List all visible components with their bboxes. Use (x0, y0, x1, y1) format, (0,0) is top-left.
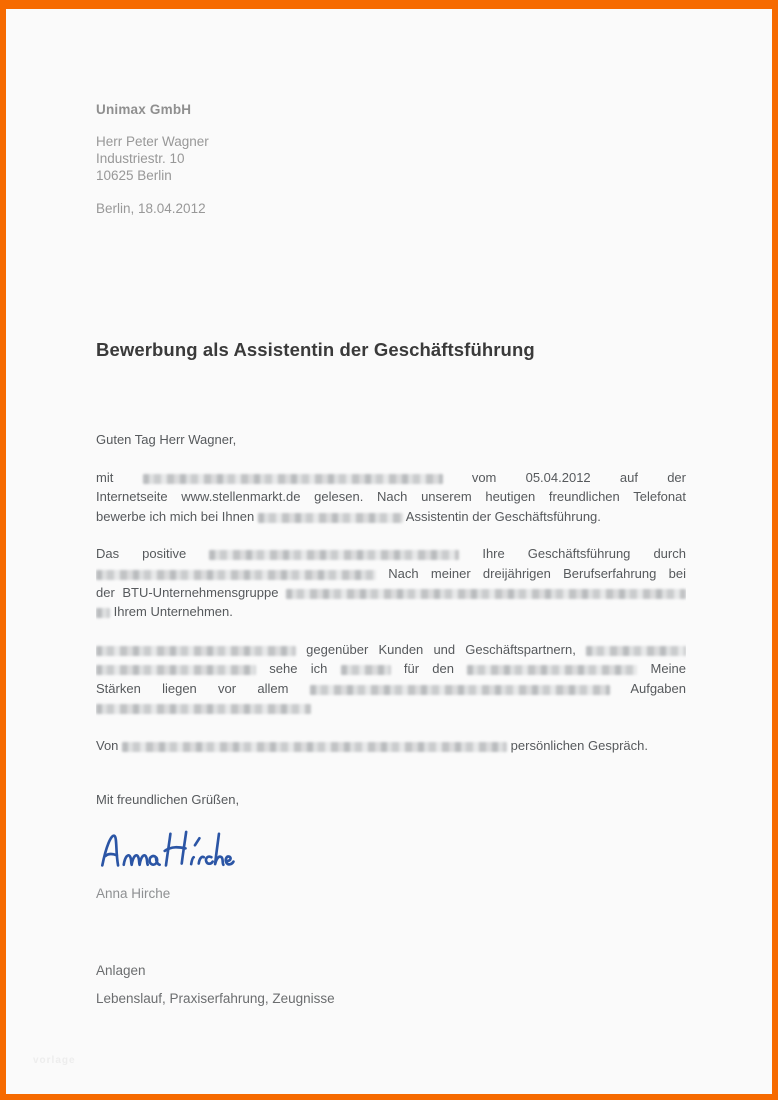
redacted-text (341, 665, 391, 675)
letter-text: vom 05.04.2012 auf der (471, 470, 686, 485)
redacted-text (96, 665, 256, 675)
signature-handwriting (96, 825, 241, 878)
company-name: Unimax GmbH (96, 102, 192, 117)
paragraph (96, 544, 686, 621)
greeting: Guten Tag Herr Wagner, (96, 432, 237, 447)
redacted-text (96, 646, 296, 656)
paragraph-line (96, 602, 686, 621)
redacted-text (467, 665, 637, 675)
letter-text: Das positive (96, 546, 187, 562)
letter-text: für den (403, 661, 454, 677)
redacted-text (96, 570, 376, 580)
letter-text: Nach meiner dreijährigen Berufserfahrung bei (388, 565, 686, 581)
paragraph-line (96, 679, 686, 698)
redacted-text (586, 646, 686, 656)
paragraph-line (96, 736, 686, 755)
paragraph-line (96, 659, 686, 678)
recipient-address (96, 133, 209, 185)
letter-text: Meine (650, 661, 686, 677)
date-line: Berlin, 18.04.2012 (96, 201, 206, 216)
paragraph (96, 640, 686, 717)
paragraph-line (96, 544, 686, 563)
redacted-text (258, 513, 403, 523)
recipient-city: 10625 Berlin (96, 168, 172, 184)
enclosures-label: Anlagen (96, 963, 146, 978)
redacted-text (96, 608, 110, 618)
letter-text: Ihrem Unternehmen. (113, 604, 233, 620)
letter-text: gegenüber Kunden und Geschäftspartnern, (306, 642, 576, 658)
redacted-text (96, 704, 311, 714)
redacted-text (286, 589, 686, 599)
letter-text: Assistentin der Geschäftsführung. (405, 508, 601, 524)
paragraph-line (96, 507, 686, 526)
letter-text: bewerbe ich mich bei Ihnen (96, 508, 255, 524)
redacted-text (122, 742, 507, 752)
letter-text: Internetseite www.stellenmarkt.de gelesen. Nach unserem heutigen freundlichen Telefonat (96, 489, 686, 505)
closing-line: Mit freundlichen Grüßen, (96, 792, 240, 807)
signature-ink-icon (96, 825, 241, 873)
subject-line: Bewerbung als Assistentin der Geschäftsführung (96, 339, 535, 360)
letter-text: mit (96, 470, 114, 485)
letter-text: persönlichen Gespräch. (510, 737, 648, 753)
redacted-text (209, 550, 459, 560)
paragraph-line (96, 640, 686, 659)
paragraph-line (96, 698, 686, 717)
paragraph-line (96, 564, 686, 583)
redacted-text (143, 474, 443, 484)
letter-text: Von (96, 737, 119, 753)
letter-text: Stärken liegen vor allem (96, 680, 289, 696)
letter-text: der BTU-Unternehmensgruppe (96, 584, 279, 600)
body-paragraphs (96, 468, 686, 774)
paragraph (96, 736, 686, 755)
letter-text: Aufgaben (630, 680, 686, 696)
redacted-text (310, 685, 610, 695)
paragraph-line (96, 583, 686, 602)
paragraph-line (96, 468, 686, 487)
letter-text: Ihre Geschäftsführung durch (482, 546, 686, 562)
letter-text: sehe ich (269, 661, 328, 677)
watermark: vorlage (33, 1055, 76, 1066)
enclosures-list: Lebenslauf, Praxiserfahrung, Zeugnisse (96, 991, 335, 1006)
paragraph (96, 468, 686, 526)
paragraph-line (96, 487, 686, 506)
recipient-street: Industriestr. 10 (96, 151, 185, 167)
sender-name: Anna Hirche (96, 886, 171, 901)
recipient-name: Herr Peter Wagner (96, 134, 209, 149)
